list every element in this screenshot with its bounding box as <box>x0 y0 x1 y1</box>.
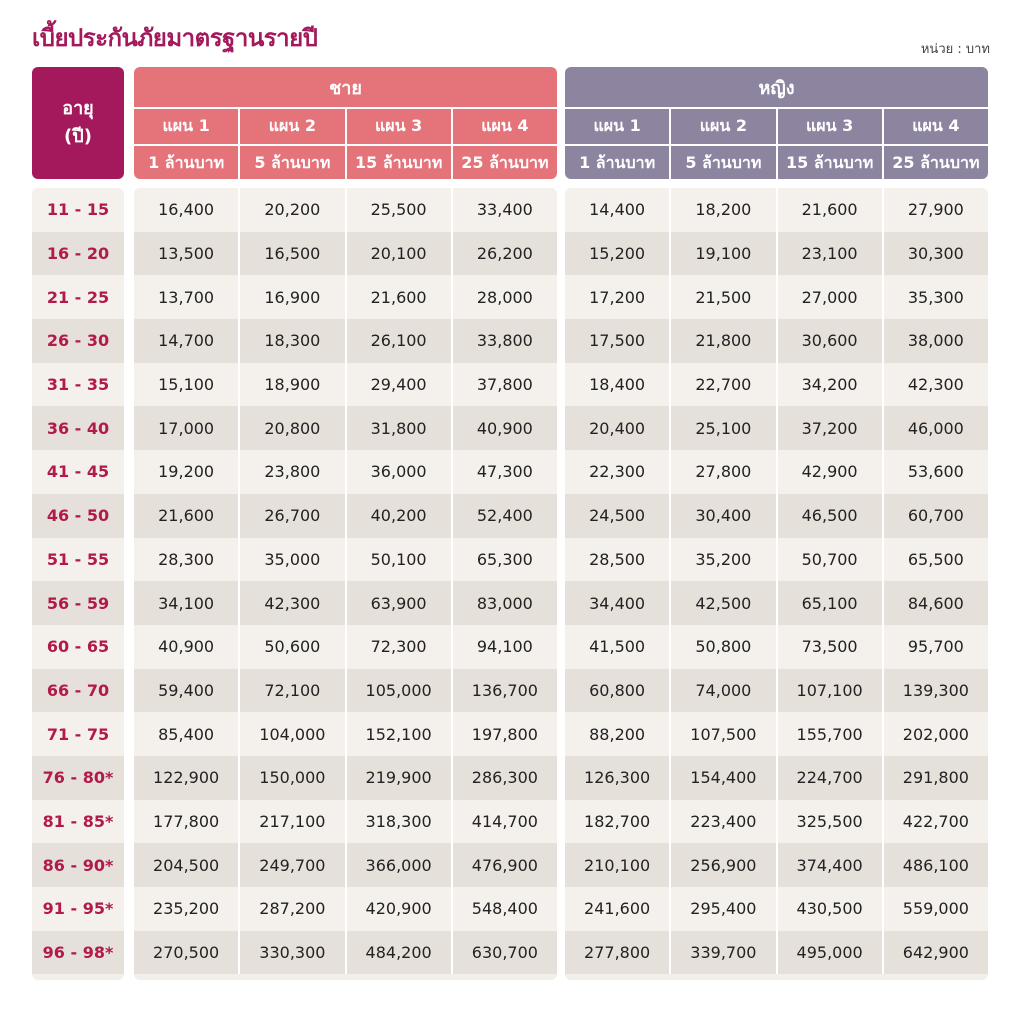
female-premium-cell: 34,400 <box>589 593 646 613</box>
male-premium-cell: 105,000 <box>345 669 451 713</box>
female-premium-cell: 50,800 <box>669 625 775 669</box>
female-premium-cell: 30,300 <box>882 232 988 276</box>
table-row <box>134 494 557 538</box>
female-premium-cell: 53,600 <box>882 450 988 494</box>
female-premium-cell: 277,800 <box>584 943 651 963</box>
age-range-cell: 96 - 98* <box>42 943 114 963</box>
table-row <box>32 887 124 931</box>
female-premium-cell: 27,800 <box>669 450 775 494</box>
male-premium-cell: 94,100 <box>451 625 557 669</box>
female-premium-cell: 18,200 <box>669 188 775 232</box>
female-premium-cell: 374,400 <box>776 843 882 887</box>
male-premium-cell: 548,400 <box>451 887 557 931</box>
male-premium-cell: 36,000 <box>345 450 451 494</box>
male-premium-cell: 35,000 <box>238 538 344 582</box>
female-premium-cell: 38,000 <box>882 319 988 363</box>
female-premium-cell: 210,100 <box>584 855 651 875</box>
male-amount-3: 15 ล้านบาท <box>345 146 451 179</box>
table-row <box>32 319 124 363</box>
female-premium-cell: 35,200 <box>669 538 775 582</box>
female-premium-cell: 22,300 <box>589 462 646 482</box>
table-row <box>32 232 124 276</box>
table-row <box>134 669 557 713</box>
table-row <box>32 275 124 319</box>
female-premium-cell: 46,000 <box>882 406 988 450</box>
male-premium-cell: 484,200 <box>345 931 451 975</box>
female-premium-cell: 17,200 <box>589 287 646 307</box>
male-premium-cell: 33,400 <box>451 188 557 232</box>
female-premium-cell: 202,000 <box>882 712 988 756</box>
table-row <box>134 712 557 756</box>
female-header-title: หญิง <box>758 77 795 99</box>
male-premium-cell: 13,500 <box>158 244 215 264</box>
male-premium-cell: 16,900 <box>238 275 344 319</box>
age-range-cell: 46 - 50 <box>46 506 110 526</box>
female-premium-cell: 42,500 <box>669 581 775 625</box>
age-range-cell: 11 - 15 <box>46 200 110 220</box>
female-premium-cell: 155,700 <box>776 712 882 756</box>
table-row <box>32 712 124 756</box>
male-premium-cell: 204,500 <box>153 855 220 875</box>
male-premium-cell: 40,200 <box>345 494 451 538</box>
male-premium-cell: 42,300 <box>238 581 344 625</box>
female-premium-cell: 15,200 <box>589 244 646 264</box>
female-premium-cell: 23,100 <box>776 232 882 276</box>
female-premium-cell: 14,400 <box>589 200 646 220</box>
female-plan-2: แผน 2 <box>669 109 775 144</box>
age-range-cell: 16 - 20 <box>46 244 110 264</box>
male-premium-cell: 13,700 <box>158 287 215 307</box>
female-premium-cell: 28,500 <box>589 549 646 569</box>
table-row <box>565 232 988 276</box>
male-premium-cell: 72,300 <box>345 625 451 669</box>
age-range-cell: 66 - 70 <box>46 680 110 700</box>
female-amount-2: 5 ล้านบาท <box>669 146 775 179</box>
male-premium-cell: 287,200 <box>238 887 344 931</box>
age-range-cell: 76 - 80* <box>42 768 114 788</box>
male-premium-cell: 152,100 <box>345 712 451 756</box>
male-premium-cell: 16,400 <box>158 200 215 220</box>
female-premium-cell: 65,500 <box>882 538 988 582</box>
female-premium-cell: 559,000 <box>882 887 988 931</box>
female-premium-cell: 295,400 <box>669 887 775 931</box>
female-premium-table <box>565 188 988 980</box>
table-row <box>134 843 557 887</box>
male-amount-4: 25 ล้านบาท <box>451 146 557 179</box>
table-row <box>32 188 124 232</box>
table-row <box>134 406 557 450</box>
male-premium-cell: 15,100 <box>158 375 215 395</box>
table-row <box>134 363 557 407</box>
male-premium-cell: 366,000 <box>345 843 451 887</box>
male-premium-cell: 414,700 <box>451 800 557 844</box>
table-row <box>32 800 124 844</box>
table-row <box>134 538 557 582</box>
male-premium-cell: 20,200 <box>238 188 344 232</box>
female-premium-cell: 41,500 <box>589 637 646 657</box>
male-premium-cell: 235,200 <box>153 899 220 919</box>
male-plan-row <box>134 107 557 144</box>
table-row <box>32 625 124 669</box>
male-premium-cell: 21,600 <box>158 506 215 526</box>
unit-label: หน่วย : บาท <box>920 42 990 57</box>
male-premium-cell: 34,100 <box>158 593 215 613</box>
table-row <box>565 494 988 538</box>
male-premium-cell: 50,100 <box>345 538 451 582</box>
female-header <box>565 67 988 179</box>
male-header <box>134 67 557 179</box>
table-row <box>32 363 124 407</box>
female-premium-cell: 422,700 <box>882 800 988 844</box>
female-premium-cell: 486,100 <box>882 843 988 887</box>
female-premium-cell: 21,800 <box>669 319 775 363</box>
table-row <box>134 887 557 931</box>
male-plan-1: แผน 1 <box>162 116 210 135</box>
female-premium-cell: 60,700 <box>882 494 988 538</box>
female-plan-1: แผน 1 <box>593 116 641 135</box>
female-premium-cell: 107,500 <box>669 712 775 756</box>
male-premium-cell: 18,300 <box>238 319 344 363</box>
male-premium-cell: 26,700 <box>238 494 344 538</box>
male-premium-cell: 18,900 <box>238 363 344 407</box>
age-header-label: อายุ <box>62 98 94 119</box>
male-premium-cell: 28,300 <box>158 549 215 569</box>
table-row <box>134 275 557 319</box>
female-premium-cell: 24,500 <box>589 506 646 526</box>
male-premium-cell: 26,100 <box>345 319 451 363</box>
female-plan-4: แผน 4 <box>882 109 988 144</box>
table-row <box>565 625 988 669</box>
male-premium-cell: 420,900 <box>345 887 451 931</box>
table-row <box>565 538 988 582</box>
table-row <box>32 669 124 713</box>
female-premium-cell: 42,300 <box>882 363 988 407</box>
female-amount-4: 25 ล้านบาท <box>882 146 988 179</box>
female-premium-cell: 74,000 <box>669 669 775 713</box>
table-row <box>134 319 557 363</box>
age-range-cell: 91 - 95* <box>42 899 114 919</box>
table-row <box>32 931 124 975</box>
female-premium-cell: 642,900 <box>882 931 988 975</box>
female-premium-cell: 34,200 <box>776 363 882 407</box>
female-premium-cell: 42,900 <box>776 450 882 494</box>
age-column <box>32 188 124 980</box>
female-premium-cell: 50,700 <box>776 538 882 582</box>
female-premium-cell: 30,400 <box>669 494 775 538</box>
male-premium-cell: 33,800 <box>451 319 557 363</box>
age-header-unit: (ปี) <box>64 126 92 147</box>
male-premium-cell: 40,900 <box>451 406 557 450</box>
female-premium-cell: 256,900 <box>669 843 775 887</box>
male-premium-cell: 318,300 <box>345 800 451 844</box>
female-premium-cell: 25,100 <box>669 406 775 450</box>
female-premium-cell: 107,100 <box>776 669 882 713</box>
age-range-cell: 36 - 40 <box>46 418 110 438</box>
male-premium-cell: 17,000 <box>158 418 215 438</box>
table-row <box>565 756 988 800</box>
female-premium-cell: 20,400 <box>589 418 646 438</box>
age-range-cell: 51 - 55 <box>46 549 110 569</box>
male-premium-cell: 63,900 <box>345 581 451 625</box>
male-amount-row <box>134 144 557 179</box>
age-range-cell: 26 - 30 <box>46 331 110 351</box>
table-row <box>32 538 124 582</box>
male-premium-cell: 37,800 <box>451 363 557 407</box>
female-amount-3: 15 ล้านบาท <box>776 146 882 179</box>
table-row <box>565 581 988 625</box>
female-premium-cell: 84,600 <box>882 581 988 625</box>
table-row <box>134 581 557 625</box>
female-premium-cell: 291,800 <box>882 756 988 800</box>
female-premium-cell: 95,700 <box>882 625 988 669</box>
age-range-cell: 21 - 25 <box>46 287 110 307</box>
table-row <box>565 275 988 319</box>
female-premium-cell: 60,800 <box>589 680 646 700</box>
male-plan-3: แผน 3 <box>345 109 451 144</box>
male-premium-cell: 217,100 <box>238 800 344 844</box>
male-premium-cell: 29,400 <box>345 363 451 407</box>
age-range-cell: 31 - 35 <box>46 375 110 395</box>
male-premium-cell: 31,800 <box>345 406 451 450</box>
table-row <box>134 625 557 669</box>
male-premium-cell: 47,300 <box>451 450 557 494</box>
table-row <box>32 756 124 800</box>
male-premium-cell: 20,800 <box>238 406 344 450</box>
male-premium-cell: 21,600 <box>345 275 451 319</box>
male-premium-cell: 26,200 <box>451 232 557 276</box>
female-premium-cell: 46,500 <box>776 494 882 538</box>
male-premium-cell: 136,700 <box>451 669 557 713</box>
male-premium-table <box>134 188 557 980</box>
female-plan-row <box>565 107 988 144</box>
female-premium-cell: 126,300 <box>584 768 651 788</box>
age-range-cell: 86 - 90* <box>42 855 114 875</box>
female-premium-cell: 27,000 <box>776 275 882 319</box>
table-row <box>32 494 124 538</box>
female-premium-cell: 224,700 <box>776 756 882 800</box>
table-row <box>565 712 988 756</box>
page-title: เบี้ยประกันภัยมาตรฐานรายปี <box>32 24 318 52</box>
male-premium-cell: 330,300 <box>238 931 344 975</box>
table-row <box>32 581 124 625</box>
female-premium-cell: 495,000 <box>776 931 882 975</box>
age-header <box>32 67 124 179</box>
table-row <box>134 188 557 232</box>
female-premium-cell: 139,300 <box>882 669 988 713</box>
male-amount-1: 1 ล้านบาท <box>148 153 225 172</box>
male-amount-2: 5 ล้านบาท <box>238 146 344 179</box>
table-row <box>32 450 124 494</box>
table-row <box>565 843 988 887</box>
male-premium-cell: 23,800 <box>238 450 344 494</box>
table-row <box>565 188 988 232</box>
table-row <box>32 843 124 887</box>
table-row <box>134 931 557 975</box>
male-premium-cell: 177,800 <box>153 811 220 831</box>
table-row <box>565 406 988 450</box>
table-row <box>134 450 557 494</box>
table-row <box>134 232 557 276</box>
female-premium-cell: 182,700 <box>584 811 651 831</box>
female-premium-cell: 19,100 <box>669 232 775 276</box>
male-premium-cell: 65,300 <box>451 538 557 582</box>
female-plan-3: แผน 3 <box>776 109 882 144</box>
male-premium-cell: 52,400 <box>451 494 557 538</box>
female-premium-cell: 339,700 <box>669 931 775 975</box>
male-premium-cell: 40,900 <box>158 637 215 657</box>
age-range-cell: 41 - 45 <box>46 462 110 482</box>
male-premium-cell: 59,400 <box>158 680 215 700</box>
age-range-cell: 56 - 59 <box>46 593 110 613</box>
male-premium-cell: 14,700 <box>158 331 215 351</box>
female-premium-cell: 223,400 <box>669 800 775 844</box>
table-row <box>32 406 124 450</box>
table-row <box>134 756 557 800</box>
age-range-cell: 60 - 65 <box>46 637 110 657</box>
male-premium-cell: 83,000 <box>451 581 557 625</box>
female-premium-cell: 154,400 <box>669 756 775 800</box>
male-premium-cell: 219,900 <box>345 756 451 800</box>
table-row <box>565 887 988 931</box>
female-premium-cell: 21,500 <box>669 275 775 319</box>
male-premium-cell: 20,100 <box>345 232 451 276</box>
female-premium-cell: 65,100 <box>776 581 882 625</box>
table-row <box>565 800 988 844</box>
male-premium-cell: 50,600 <box>238 625 344 669</box>
table-row <box>565 669 988 713</box>
male-premium-cell: 286,300 <box>451 756 557 800</box>
female-premium-cell: 30,600 <box>776 319 882 363</box>
table-row <box>565 450 988 494</box>
male-header-title: ชาย <box>329 77 362 99</box>
female-premium-cell: 37,200 <box>776 406 882 450</box>
table-row <box>565 931 988 975</box>
female-premium-cell: 22,700 <box>669 363 775 407</box>
female-premium-cell: 73,500 <box>776 625 882 669</box>
table-row <box>565 363 988 407</box>
male-premium-cell: 25,500 <box>345 188 451 232</box>
female-premium-cell: 35,300 <box>882 275 988 319</box>
female-premium-cell: 430,500 <box>776 887 882 931</box>
male-premium-cell: 197,800 <box>451 712 557 756</box>
female-premium-cell: 27,900 <box>882 188 988 232</box>
male-premium-cell: 16,500 <box>238 232 344 276</box>
male-premium-cell: 630,700 <box>451 931 557 975</box>
male-premium-cell: 249,700 <box>238 843 344 887</box>
male-premium-cell: 270,500 <box>153 943 220 963</box>
table-row <box>134 800 557 844</box>
female-premium-cell: 241,600 <box>584 899 651 919</box>
male-plan-2: แผน 2 <box>238 109 344 144</box>
age-range-cell: 81 - 85* <box>42 811 114 831</box>
female-premium-cell: 21,600 <box>776 188 882 232</box>
male-premium-cell: 150,000 <box>238 756 344 800</box>
female-premium-cell: 17,500 <box>589 331 646 351</box>
male-premium-cell: 122,900 <box>153 768 220 788</box>
male-premium-cell: 72,100 <box>238 669 344 713</box>
table-row <box>565 319 988 363</box>
female-amount-row <box>565 144 988 179</box>
female-premium-cell: 18,400 <box>589 375 646 395</box>
female-premium-cell: 88,200 <box>589 724 646 744</box>
age-range-cell: 71 - 75 <box>46 724 110 744</box>
male-premium-cell: 476,900 <box>451 843 557 887</box>
male-premium-cell: 28,000 <box>451 275 557 319</box>
male-premium-cell: 19,200 <box>158 462 215 482</box>
female-amount-1: 1 ล้านบาท <box>579 153 656 172</box>
female-premium-cell: 325,500 <box>776 800 882 844</box>
male-premium-cell: 85,400 <box>158 724 215 744</box>
male-plan-4: แผน 4 <box>451 109 557 144</box>
male-premium-cell: 104,000 <box>238 712 344 756</box>
